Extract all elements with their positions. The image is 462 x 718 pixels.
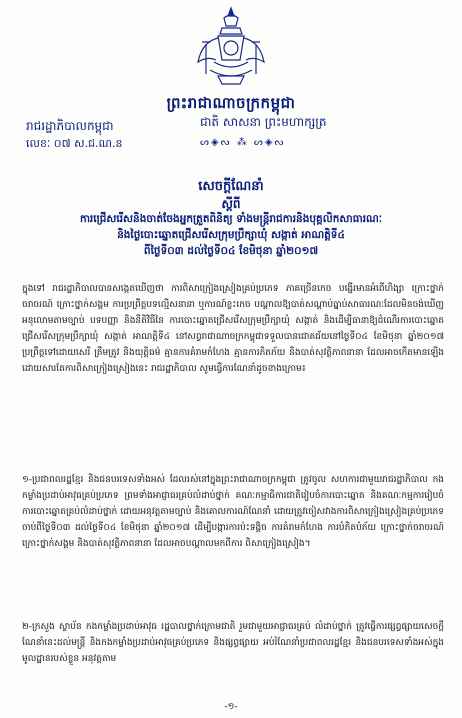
document-topic-line-2: និងថ្ងៃបោះឆ្នោតជ្រើសរើសក្រុមប្រឹក្សាឃុំ សង្កាត់ អាណត្តិទី៤ bbox=[117, 229, 345, 241]
document-subtitle: ស្តីពី bbox=[221, 197, 241, 211]
national-motto: ជាតិ សាសនា ព្រះមហាក្សត្រ bbox=[200, 115, 327, 129]
kingdom-title: ព្រះរាជាណាចក្រកម្ពុជា bbox=[166, 94, 296, 112]
document-title: សេចក្តីណែនាំ bbox=[198, 179, 264, 194]
ornamental-divider: ᔕ◈ᔓ ⁂ ᔕ◈ᔓ bbox=[200, 137, 286, 148]
royal-emblem-icon bbox=[188, 4, 274, 90]
paragraph-instruction-1: ១-ប្រជាពលរដ្ឋខ្មែរ និងជនបរទេសទាំងអស់ ដែលរស់នៅក្នុងព្រះរាជាណាចក្រកម្ពុជា ត្រូវចូល សហការជាមួយរាជរដ្ឋាភិបាល កងកម្លាំងប្រដាប់អាវុធគ្រប់ប្រភេទ ព្រមទាំងអាជ្ញាធរគ្រប់លំដាប់ថ្នាក់ គណៈកម្មាធិការជាតិរៀបចំការបោះឆ្នោត និងគណៈកម្មការរៀបចំការបោះឆ្នោតគ្រប់លំដាប់ថ្នាក់ ដោយអនុវត្តតាមច្បាប់ និងគោលការណ៍ណែនាំ ដោយត្រូវចៀសវាងការពិសាក្រៀងស្រៀងគ្រប់ប្រភេទ ចាប់ពីថ្ងៃទី០៣ ដល់ថ្ងៃទី០៤ ខែមិថុនា ឆ្នាំ២០១៧ ដើម្បីបង្ការការប៉ះទង្គិច ការគំរាមកំហែង ការបំភិតបំភ័យ ក្រោះថ្នាក់ចរាចរណ៍ ក្រោះថ្នាក់សង្គម និងបាត់សុវត្ថិភាពនានា ដែលអាចបណ្តាលមកពីការ ពិសាក្រៀងស្រៀង។ bbox=[22, 475, 444, 549]
paragraph-intro: ក្នុងទៅ រាជរដ្ឋាភិបាលបានសង្កេតឃើញថា ការពិសាក្រៀងស្រៀងគ្រប់ប្រភេទ ភាគច្រើនកេច បង្ហើរមានអំពើហិង្សា ក្រោះថ្នាក់ចរាចរណ៍ ក្រោះថ្នាក់សង្គម ការប្រព្រឹត្តបទល្មើសនានា ឬការណ៍ខ្លះកេច បណ្តាលឱ្យបាត់សណ្តាប់ធ្នាប់សាធារណៈដែលមិនចង់ឃើញ អនុលោមតាមច្បាប់ បទបញ្ញា និងនីតិវិធីនៃ ការបោះឆ្នោតជ្រើសរើសក្រុមប្រឹក្សាឃុំ សង្កាត់ និងដើម្បីធានាឱ្យដំណើរការបោះឆ្នោតជ្រើសរើសក្រុមប្រឹក្សាឃុំ សង្កាត់ អាណត្តិទី៤ នៅសព្វរាជាណាចក្រកម្ពុជាទទួលបានជោគជ័យនៅថ្ងៃទី០៤ ខែមិថុនា ឆ្នាំ២០១៧ ប្រព្រឹត្តទៅដោយសេរី ត្រឹមត្រូវ និងយុត្តិធម៌ គ្មានការគំរាមកំហែង គ្មានការភិតភ័យ និងបាត់សុវត្ថិភាពនានា ដែលអាចកើតមានឡើង ដោយសារតែការពិសាក្រៀងស្រៀងនេះ រាជរដ្ឋាភិបាល សូមធ្វើការណែនាំដូចខាងក្រោម៖ bbox=[22, 284, 444, 374]
document-topic-line-1: ការជ្រើសរើសនិងចាត់ចែងអ្នកត្រួតពិនិត្យ ទាំងមន្រ្តីរាជការនិងបុគ្គលិកសាធារណៈ bbox=[79, 213, 383, 225]
government-name: រាជរដ្ឋាភិបាលកម្ពុជា bbox=[26, 119, 114, 133]
document-topic-line-3: ពីថ្ងៃទី០៣ ដល់ថ្ងៃទី០៤ ខែមិថុនា ឆ្នាំ២០១៧ bbox=[143, 245, 319, 257]
reference-number: លេខៈ ០៧ ស.ជ.ណ.ន bbox=[26, 137, 123, 150]
page-number: -១- bbox=[224, 702, 238, 712]
paragraph-instruction-2: ២-ក្រសួង ស្ថាប័ន កងកម្លាំងប្រដាប់អាវុធ រដ្ឋបាលថ្នាក់ក្រោមជាតិ រួមជាមួយអាជ្ញាធរគ្រប់ លំដាប់ថ្នាក់ ត្រូវធ្វើការផ្សព្វផ្សាយសេចក្តីណែនាំនេះដល់មន្ត្រី និងកងកម្លាំងប្រដាប់អាវុធគ្រប់ប្រភេទ និងផ្សព្វផ្សាយ អប់រំណែនាំប្រជាពលរដ្ឋខ្មែរ និងជនបរទេសទាំងអស់ក្នុងមូលដ្ឋានរបស់ខ្លួន អនុវត្តតាម bbox=[22, 622, 444, 664]
